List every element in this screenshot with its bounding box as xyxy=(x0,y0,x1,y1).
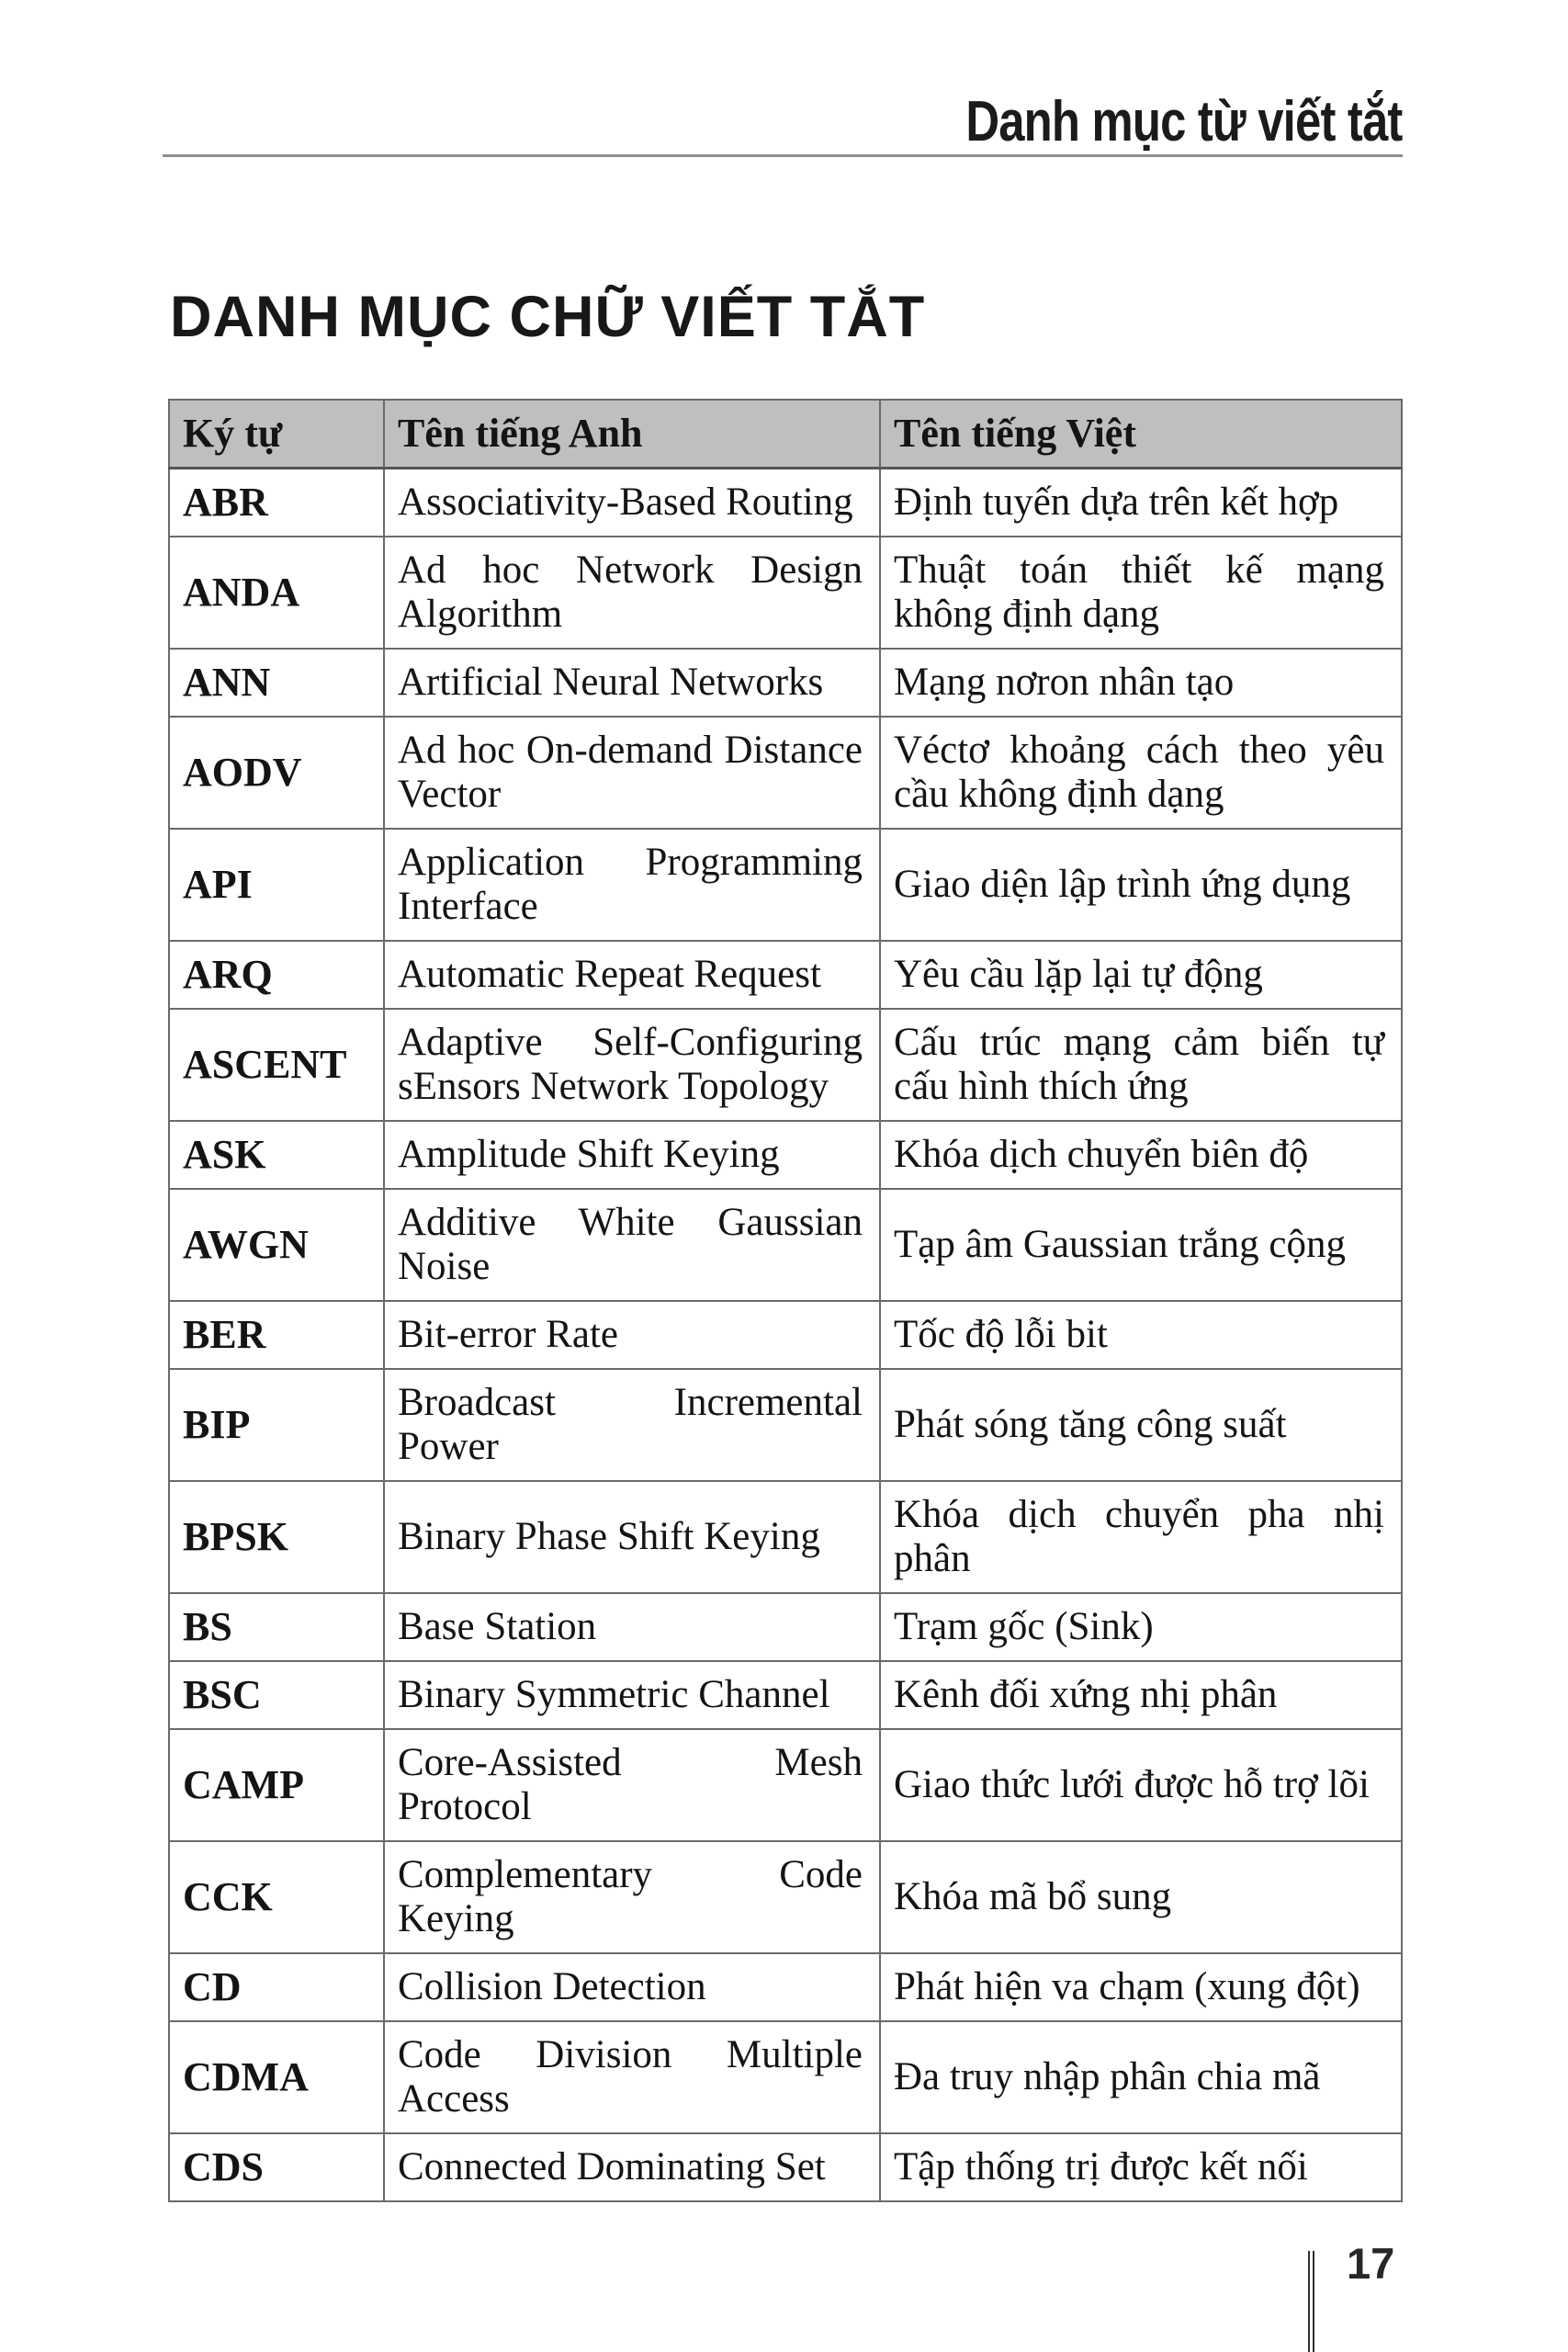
abbr-cell: CAMP xyxy=(169,1729,384,1841)
english-name-cell: Collision Detection xyxy=(384,1953,880,2021)
vietnamese-name-cell: Mạng nơron nhân tạo xyxy=(880,649,1402,717)
vietnamese-name-cell: Giao thức lưới được hỗ trợ lõi xyxy=(880,1729,1402,1841)
table-row xyxy=(169,2021,1402,2133)
table-row xyxy=(169,1121,1402,1189)
abbr-cell: AWGN xyxy=(169,1189,384,1301)
table-row xyxy=(169,829,1402,941)
page-title: DANH MỤC CHỮ VIẾT TẮT xyxy=(170,285,926,349)
table-row xyxy=(169,1661,1402,1729)
abbr-cell: ASK xyxy=(169,1121,384,1189)
abbr-cell: BSC xyxy=(169,1661,384,1729)
english-name-cell: Binary Phase Shift Keying xyxy=(384,1481,880,1593)
abbr-cell: BER xyxy=(169,1301,384,1369)
abbr-cell: BPSK xyxy=(169,1481,384,1593)
english-name-cell: Broadcast Incremental Power xyxy=(384,1369,880,1481)
column-header-vietnamese: Tên tiếng Việt xyxy=(880,400,1402,469)
table-row xyxy=(169,1729,1402,1841)
english-name-cell: Bit-error Rate xyxy=(384,1301,880,1369)
table-row xyxy=(169,649,1402,717)
english-name-cell: Base Station xyxy=(384,1593,880,1661)
abbr-cell: AODV xyxy=(169,717,384,829)
vietnamese-name-cell: Véctơ khoảng cách theo yêu cầu không định dạng xyxy=(880,717,1402,829)
column-header-english: Tên tiếng Anh xyxy=(384,400,880,469)
abbr-cell: API xyxy=(169,829,384,941)
vietnamese-name-cell: Kênh đối xứng nhị phân xyxy=(880,1661,1402,1729)
table-row xyxy=(169,1953,1402,2021)
english-name-cell: Ad hoc On-demand Distance Vector xyxy=(384,717,880,829)
english-name-cell: Associativity-Based Routing xyxy=(384,469,880,537)
vietnamese-name-cell: Thuật toán thiết kế mạng không định dạng xyxy=(880,537,1402,649)
vietnamese-name-cell: Cấu trúc mạng cảm biến tự cấu hình thích ứng xyxy=(880,1009,1402,1121)
english-name-cell: Artificial Neural Networks xyxy=(384,649,880,717)
vietnamese-name-cell: Đa truy nhập phân chia mã xyxy=(880,2021,1402,2133)
table-row xyxy=(169,1189,1402,1301)
abbr-cell: CD xyxy=(169,1953,384,2021)
abbr-cell: ARQ xyxy=(169,941,384,1009)
vietnamese-name-cell: Định tuyến dựa trên kết hợp xyxy=(880,469,1402,537)
page-number: 17 xyxy=(1347,2239,1395,2288)
table-row xyxy=(169,941,1402,1009)
english-name-cell: Connected Dominating Set xyxy=(384,2133,880,2201)
page-number-rule xyxy=(1308,2251,1314,2352)
vietnamese-name-cell: Tạp âm Gaussian trắng cộng xyxy=(880,1189,1402,1301)
vietnamese-name-cell: Tập thống trị được kết nối xyxy=(880,2133,1402,2201)
vietnamese-name-cell: Khóa mã bổ sung xyxy=(880,1841,1402,1953)
english-name-cell: Automatic Repeat Request xyxy=(384,941,880,1009)
table-row xyxy=(169,537,1402,649)
abbr-cell: BIP xyxy=(169,1369,384,1481)
english-name-cell: Application Programming Interface xyxy=(384,829,880,941)
vietnamese-name-cell: Phát hiện va chạm (xung đột) xyxy=(880,1953,1402,2021)
table-row xyxy=(169,1481,1402,1593)
table-row xyxy=(169,1301,1402,1369)
english-name-cell: Code Division Multiple Access xyxy=(384,2021,880,2133)
english-name-cell: Adaptive Self-Configuring sEnsors Network Topology xyxy=(384,1009,880,1121)
english-name-cell: Binary Symmetric Channel xyxy=(384,1661,880,1729)
english-name-cell: Core-Assisted Mesh Protocol xyxy=(384,1729,880,1841)
table-row xyxy=(169,1369,1402,1481)
table-row xyxy=(169,1841,1402,1953)
abbr-cell: ABR xyxy=(169,469,384,537)
english-name-cell: Additive White Gaussian Noise xyxy=(384,1189,880,1301)
abbr-cell: ANN xyxy=(169,649,384,717)
english-name-cell: Ad hoc Network Design Algorithm xyxy=(384,537,880,649)
table-row xyxy=(169,717,1402,829)
abbr-cell: BS xyxy=(169,1593,384,1661)
english-name-cell: Complementary Code Keying xyxy=(384,1841,880,1953)
table-row xyxy=(169,1593,1402,1661)
vietnamese-name-cell: Trạm gốc (Sink) xyxy=(880,1593,1402,1661)
running-header: Danh mục từ viết tắt xyxy=(965,90,1403,153)
abbr-cell: ANDA xyxy=(169,537,384,649)
abbr-cell: ASCENT xyxy=(169,1009,384,1121)
table-header-row xyxy=(169,400,1402,469)
vietnamese-name-cell: Khóa dịch chuyển biên độ xyxy=(880,1121,1402,1189)
vietnamese-name-cell: Tốc độ lỗi bit xyxy=(880,1301,1402,1369)
abbr-cell: CDMA xyxy=(169,2021,384,2133)
abbr-cell: CDS xyxy=(169,2133,384,2201)
vietnamese-name-cell: Giao diện lập trình ứng dụng xyxy=(880,829,1402,941)
table-row xyxy=(169,469,1402,537)
vietnamese-name-cell: Phát sóng tăng công suất xyxy=(880,1369,1402,1481)
vietnamese-name-cell: Khóa dịch chuyển pha nhị phân xyxy=(880,1481,1402,1593)
header-rule xyxy=(163,154,1403,157)
vietnamese-name-cell: Yêu cầu lặp lại tự động xyxy=(880,941,1402,1009)
table-row xyxy=(169,2133,1402,2201)
abbreviation-table xyxy=(168,399,1403,2202)
table-row xyxy=(169,1009,1402,1121)
abbr-cell: CCK xyxy=(169,1841,384,1953)
english-name-cell: Amplitude Shift Keying xyxy=(384,1121,880,1189)
column-header-abbr: Ký tự xyxy=(169,400,384,469)
